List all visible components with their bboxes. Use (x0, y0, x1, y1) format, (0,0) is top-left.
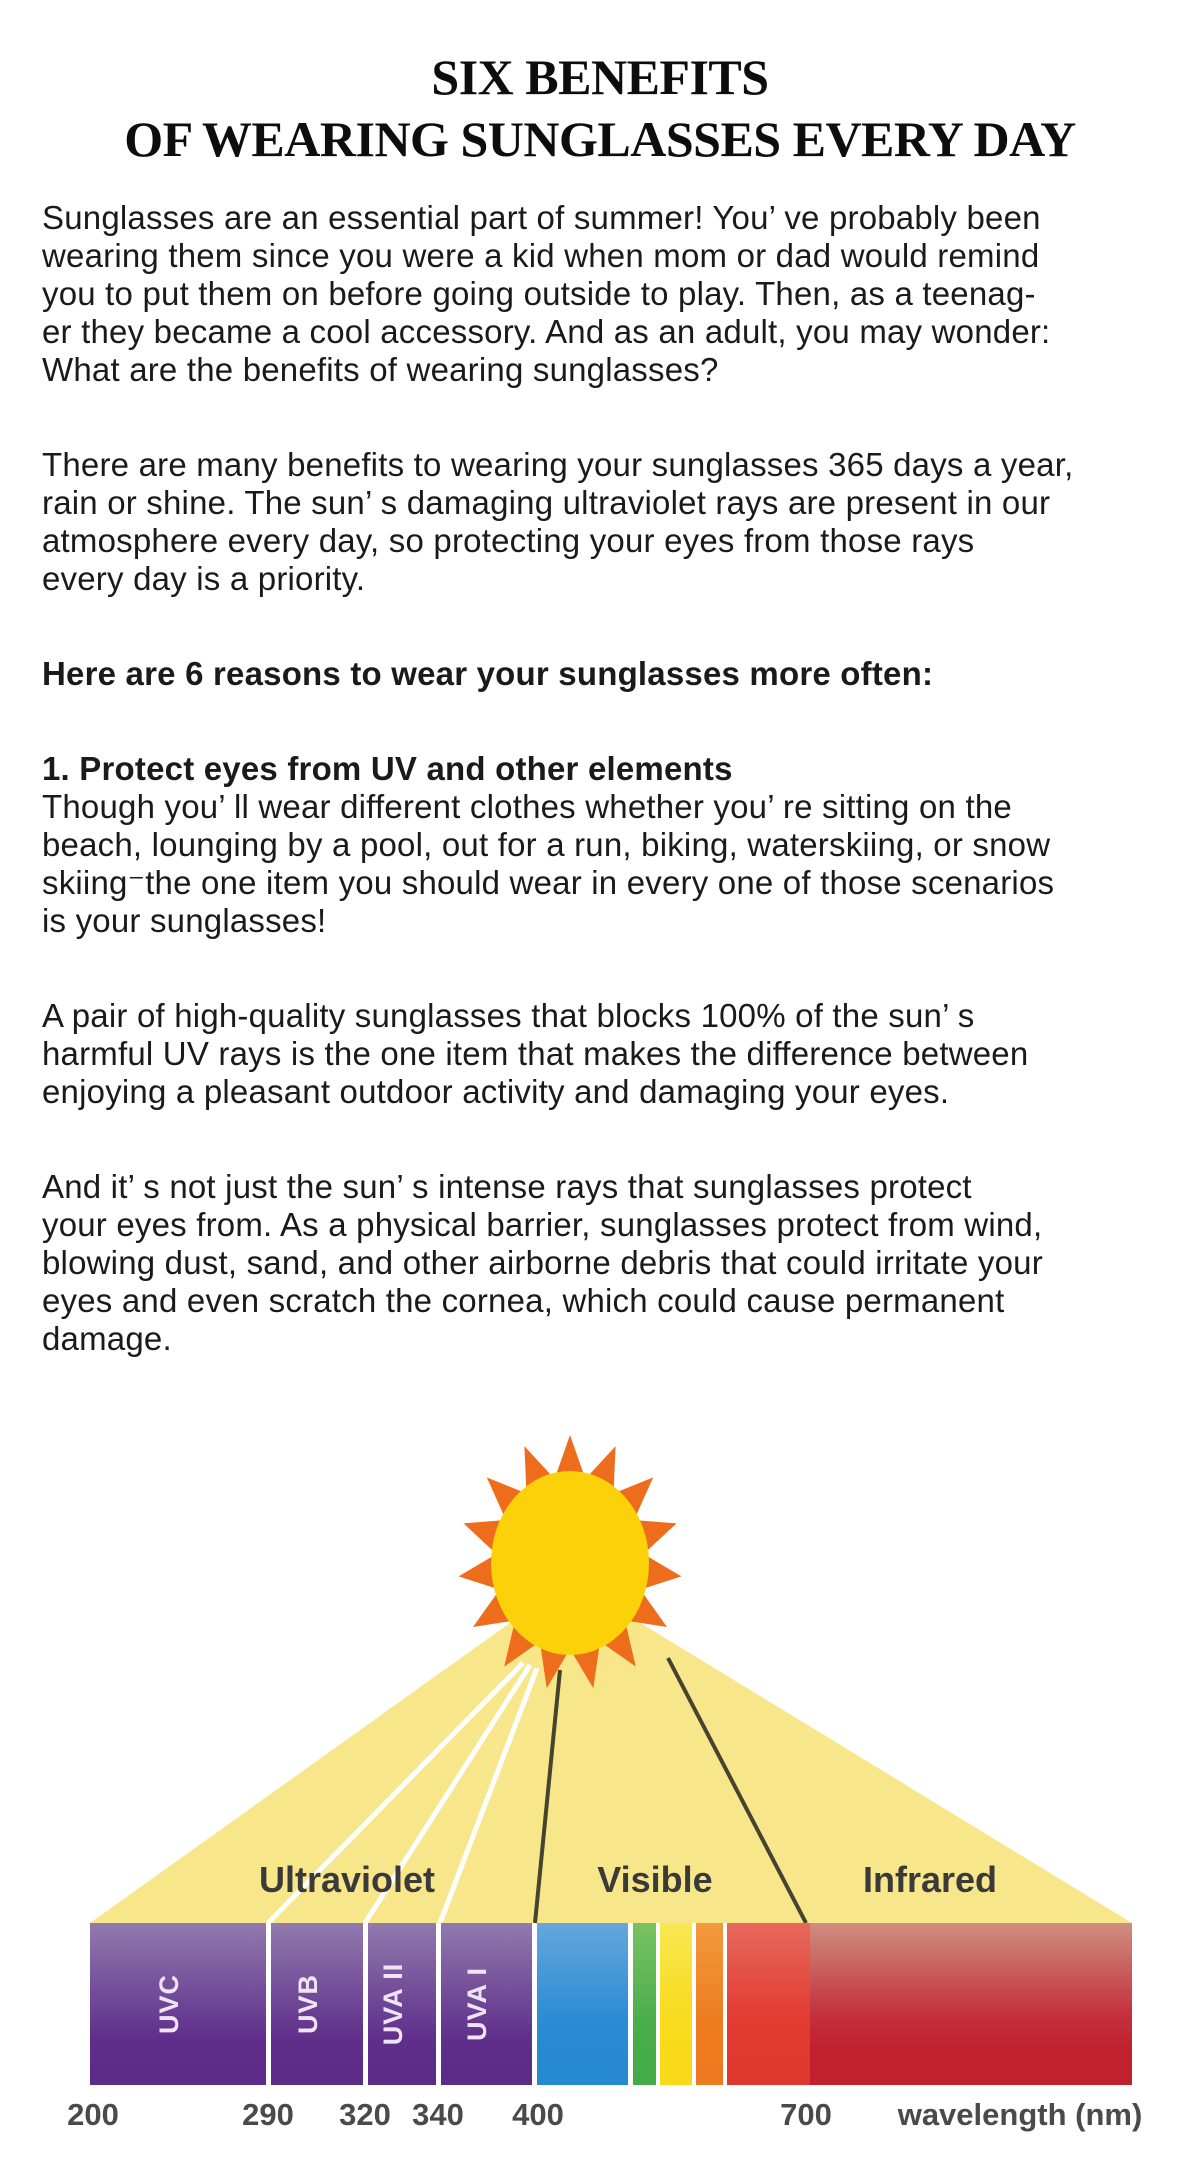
text-line: beach, lounging by a pool, out for a run, biking, waterskiing, or snow (42, 826, 1051, 863)
text-line: you to put them on before going outside to play. Then, as a teenag- (42, 275, 1036, 312)
page-title (0, 46, 1200, 170)
band-label-uva2: UVA II (378, 1962, 408, 2046)
wavelength-tick-700: 700 (780, 2097, 832, 2132)
text-line: eyes and even scratch the cornea, which could cause permanent (42, 1282, 1005, 1319)
wavelength-tick-200: 200 (67, 2097, 119, 2132)
article-body (42, 199, 1172, 1358)
text-line: blowing dust, sand, and other airborne debris that could irritate your (42, 1244, 1043, 1281)
text-line: every day is a priority. (42, 560, 366, 597)
text-line: er they became a cool accessory. And as an adult, you may wonder: (42, 313, 1051, 350)
band-label-uvb: UVB (293, 1973, 323, 2035)
sun-icon (491, 1471, 649, 1655)
region-label-infrared: Infrared (862, 1859, 998, 1900)
text-line: Here are 6 reasons to wear your sunglasses more often: (42, 655, 934, 692)
text-line: your eyes from. As a physical barrier, sunglasses protect from wind, (42, 1206, 1043, 1243)
text-line: Sunglasses are an essential part of summer! You’ ve probably been (42, 199, 1041, 236)
text-line: What are the benefits of wearing sunglasses? (42, 351, 719, 388)
text-line: damage. (42, 1320, 172, 1357)
text-line: Though you’ ll wear different clothes whether you’ re sitting on the (42, 788, 1012, 825)
text-line: A pair of high-quality sunglasses that blocks 100% of the sun’ s (42, 997, 975, 1034)
spectrum-band-orange (696, 1923, 723, 2085)
spectrum-band-infrared (810, 1923, 1132, 2085)
wavelength-axis-label: wavelength (nm) (897, 2097, 1143, 2132)
paragraph (42, 446, 1172, 598)
paragraph (42, 1168, 1172, 1358)
spectrum-band-yellow (660, 1923, 692, 2085)
wavelength-tick-290: 290 (242, 2097, 294, 2132)
section-heading (42, 750, 1172, 788)
text-line: atmosphere every day, so protecting your eyes from those rays (42, 522, 975, 559)
text-line: enjoying a pleasant outdoor activity and damaging your eyes. (42, 1073, 950, 1110)
text-line: harmful UV rays is the one item that makes the difference between (42, 1035, 1029, 1072)
text-line: skiing⁻the one item you should wear in every one of those scenarios (42, 864, 1055, 901)
spectrum-band-green (633, 1923, 656, 2085)
text-line: There are many benefits to wearing your sunglasses 365 days a year, (42, 446, 1074, 483)
section-heading (42, 655, 1172, 693)
band-label-uva1: UVA I (462, 1966, 492, 2042)
text-line: is your sunglasses! (42, 902, 327, 939)
spectrum-band-red (727, 1923, 810, 2085)
band-label-uvc: UVC (154, 1973, 184, 2035)
paragraph (42, 788, 1172, 940)
page-title-line: SIX BENEFITS (431, 49, 769, 105)
text-line: rain or shine. The sun’ s damaging ultraviolet rays are present in our (42, 484, 1051, 521)
text-line: 1. Protect eyes from UV and other elements (42, 750, 733, 787)
wavelength-tick-340: 340 (412, 2097, 464, 2132)
wavelength-tick-320: 320 (339, 2097, 391, 2132)
region-label-visible: Visible (597, 1859, 713, 1900)
spectrum-band-blue (537, 1923, 628, 2085)
paragraph (42, 997, 1172, 1111)
text-line: wearing them since you were a kid when mom or dad would remind (42, 237, 1040, 274)
paragraph (42, 199, 1172, 389)
text-line: And it’ s not just the sun’ s intense rays that sunglasses protect (42, 1168, 972, 1205)
region-label-ultraviolet: Ultraviolet (258, 1859, 436, 1900)
light-spectrum-diagram (0, 1400, 1200, 2160)
wavelength-tick-400: 400 (512, 2097, 564, 2132)
page-title-line: OF WEARING SUNGLASSES EVERY DAY (124, 111, 1076, 167)
